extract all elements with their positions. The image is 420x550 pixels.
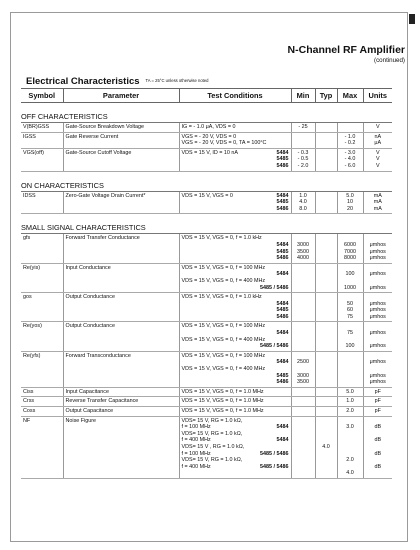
parameter: Output Conductance [63, 322, 179, 351]
symbol: gos [21, 293, 63, 322]
unit: pF [363, 387, 392, 397]
symbol: V(BR)GSS [21, 123, 63, 133]
part-numbers: 5484 5485 5486 [276, 192, 289, 212]
max-value: 5.0 [337, 387, 363, 397]
symbol: NF [21, 416, 63, 478]
test-condition: VDS= 15 V, RG = 1.0 kΩ, f = 400 MHz [181, 430, 243, 444]
min-value: - 25 [291, 123, 315, 133]
part-numbers: 5485 5486 [276, 372, 289, 386]
unit: dB [374, 450, 382, 457]
test-condition: VDS = 15 V, VGS = 0, f = 1.0 MHz [179, 397, 291, 407]
table-row [21, 387, 392, 397]
min-value: - 0.3 - 0.5 - 2.0 [291, 148, 315, 171]
max-value: 2.0 [346, 456, 354, 463]
part-numbers: 5484 [276, 359, 289, 366]
test-condition: VDS= 15 V, RG = 1.0 kΩ, f = 100 MHz [181, 417, 243, 431]
symbol: Re(yfs) [21, 351, 63, 387]
test-condition: VDS = 15 V, VGS = 0, f = 1.0 MHz [179, 407, 291, 417]
col-header: Min [291, 89, 315, 103]
table-row [21, 407, 392, 417]
unit: μmhos [369, 284, 386, 291]
parameter: Zero-Gate Voltage Drain Current* [63, 191, 179, 214]
page-subtitle: (continued) [374, 57, 405, 64]
symbol: Re(yis) [21, 263, 63, 292]
symbol: Re(yos) [21, 322, 63, 351]
test-condition: VDS = 15 V, VGS = 0, f = 1.0 kHz [181, 235, 262, 242]
max-value: 100 [345, 343, 355, 350]
test-condition: VDS = 15 V, VGS = 0, f = 100 MHz [181, 352, 266, 359]
unit: pF [363, 397, 392, 407]
part-numbers: 5484 [276, 424, 289, 431]
symbol: IDSS [21, 191, 63, 214]
unit: μmhos μmhos [369, 372, 386, 386]
part-numbers: 5484 [276, 330, 289, 337]
max-value: 4.0 [346, 469, 354, 476]
unit: μmhos [369, 330, 386, 337]
part-numbers: 5484 5485 5486 [276, 149, 289, 169]
min-value: 3000 3500 [297, 372, 309, 386]
test-condition: VDS = 15 V, VGS = 0, f = 400 MHz [181, 277, 266, 284]
symbol: VGS(off) [21, 148, 63, 171]
unit: μmhos μmhos μmhos [363, 293, 392, 322]
parameter: Forward Transconductance [63, 351, 179, 387]
page-header [288, 44, 405, 64]
unit: V [363, 123, 392, 133]
col-header: Symbol [21, 89, 63, 103]
table-row [21, 148, 392, 171]
test-condition: VDS= 15 V , RG = 1.0 kΩ, f = 100 MHz [181, 443, 245, 457]
part-numbers: 5484 5485 5486 [276, 241, 289, 262]
min-value: 3000 3500 4000 [291, 234, 315, 263]
symbol: IGSS [21, 132, 63, 148]
section-heading [26, 76, 208, 87]
table-row [21, 191, 392, 214]
table-row [21, 397, 392, 407]
table-row [21, 322, 392, 351]
col-header: Max [337, 89, 363, 103]
parameter: Input Conductance [63, 263, 179, 292]
unit: μA [374, 140, 382, 147]
section-title: Electrical Characteristics [26, 76, 140, 87]
parameter: Noise Figure [63, 416, 179, 478]
part-numbers: 5484 [276, 437, 289, 444]
part-numbers: 5485 / 5486 [260, 450, 289, 457]
test-condition: VDS = 15 V, VGS = 0 [181, 192, 233, 199]
max-value: 5.0 10 20 [337, 191, 363, 214]
parameter: Gate-Source Breakdown Voltage [63, 123, 179, 133]
max-value: - 1.0 [344, 133, 356, 140]
test-condition: IG = - 1.0 μA, VDS = 0 [179, 123, 291, 133]
symbol: Coss [21, 407, 63, 417]
col-header: Test Conditions [179, 89, 291, 103]
section-label: OFF CHARACTERISTICS [21, 103, 392, 123]
part-numbers: 5485 / 5486 [260, 463, 289, 470]
test-condition: VDS = 15 V, VGS = 0, f = 100 MHz [181, 323, 266, 330]
max-value: 50 60 75 [337, 293, 363, 322]
unit: μmhos μmhos μmhos [363, 234, 392, 263]
max-value: - 0.2 [344, 140, 356, 147]
part-numbers: 5485 / 5486 [260, 343, 289, 350]
part-numbers: 5484 [276, 271, 289, 278]
test-condition: VDS = 15 V, VGS = 0, f = 400 MHz [181, 336, 266, 343]
unit: nA [374, 133, 382, 140]
min-value: 2500 [297, 359, 309, 366]
max-value: 75 [347, 330, 353, 337]
symbol: gfs [21, 234, 63, 263]
page-corner-mark [409, 14, 415, 24]
unit: V V V [363, 148, 392, 171]
test-condition: VDS = 15 V, VGS = 0, f = 1.0 MHz [179, 387, 291, 397]
parameter: Output Conductance [63, 293, 179, 322]
max-value: 3.0 [346, 424, 354, 431]
col-header: Units [363, 89, 392, 103]
max-value: 1.0 [337, 397, 363, 407]
table-row [21, 132, 392, 148]
parameter: Reverse Transfer Capacitance [63, 397, 179, 407]
section-label: ON CHARACTERISTICS [21, 171, 392, 191]
part-numbers: 5485 / 5486 [260, 284, 289, 291]
unit: dB [374, 424, 382, 431]
parameter: Forward Transfer Conductance [63, 234, 179, 263]
parameter: Gate-Source Cutoff Voltage [63, 148, 179, 171]
unit: μmhos [369, 359, 386, 366]
parameter: Input Capacitance [63, 387, 179, 397]
test-condition: VDS= 15 V, RG = 1.0 kΩ, f = 400 MHz [181, 457, 243, 470]
section-note: TA = 25°C unless otherwise noted [145, 78, 209, 83]
test-condition: VDS = 15 V, ID = 10 nA [181, 149, 238, 156]
test-condition: VDS = 15 V, VGS = 0, f = 400 MHz [181, 366, 266, 373]
parameter: Gate Reverse Current [63, 132, 179, 148]
table-row [21, 416, 392, 478]
col-header: Parameter [63, 89, 179, 103]
unit: pF [363, 407, 392, 417]
table-row [21, 351, 392, 387]
page-title: N-Channel RF Amplifier [287, 44, 405, 56]
unit: dB [374, 463, 382, 470]
symbol: Crss [21, 397, 63, 407]
table-header-row [21, 89, 392, 103]
test-condition: VGS = - 20 V, VDS = 0 [181, 133, 237, 140]
part-numbers: 5484 5485 5486 [276, 300, 289, 320]
test-condition: VGS = - 20 V, VDS = 0, TA = 100°C [181, 140, 267, 147]
test-condition: VDS = 15 V, VGS = 0, f = 1.0 kHz [181, 294, 262, 301]
unit: μmhos [369, 343, 386, 350]
table-row [21, 234, 392, 263]
symbol: Ciss [21, 387, 63, 397]
parameter: Output Capacitance [63, 407, 179, 417]
max-value: - 3.0 - 4.0 - 6.0 [337, 148, 363, 171]
table-row [21, 293, 392, 322]
unit: dB [374, 437, 382, 444]
unit: μmhos [369, 271, 386, 278]
max-value: 6000 7000 8000 [337, 234, 363, 263]
typ-value: 4.0 [322, 443, 330, 450]
max-value: 1000 [344, 284, 356, 291]
test-condition: VDS = 15 V, VGS = 0, f = 100 MHz [181, 264, 266, 271]
table-row [21, 263, 392, 292]
max-value: 100 [345, 271, 355, 278]
max-value: 2.0 [337, 407, 363, 417]
unit: mA mA mA [363, 191, 392, 214]
characteristics-table [21, 88, 392, 479]
section-label: SMALL SIGNAL CHARACTERISTICS [21, 214, 392, 234]
min-value: 1.0 4.0 8.0 [291, 191, 315, 214]
col-header: Typ [315, 89, 337, 103]
table-row [21, 123, 392, 133]
